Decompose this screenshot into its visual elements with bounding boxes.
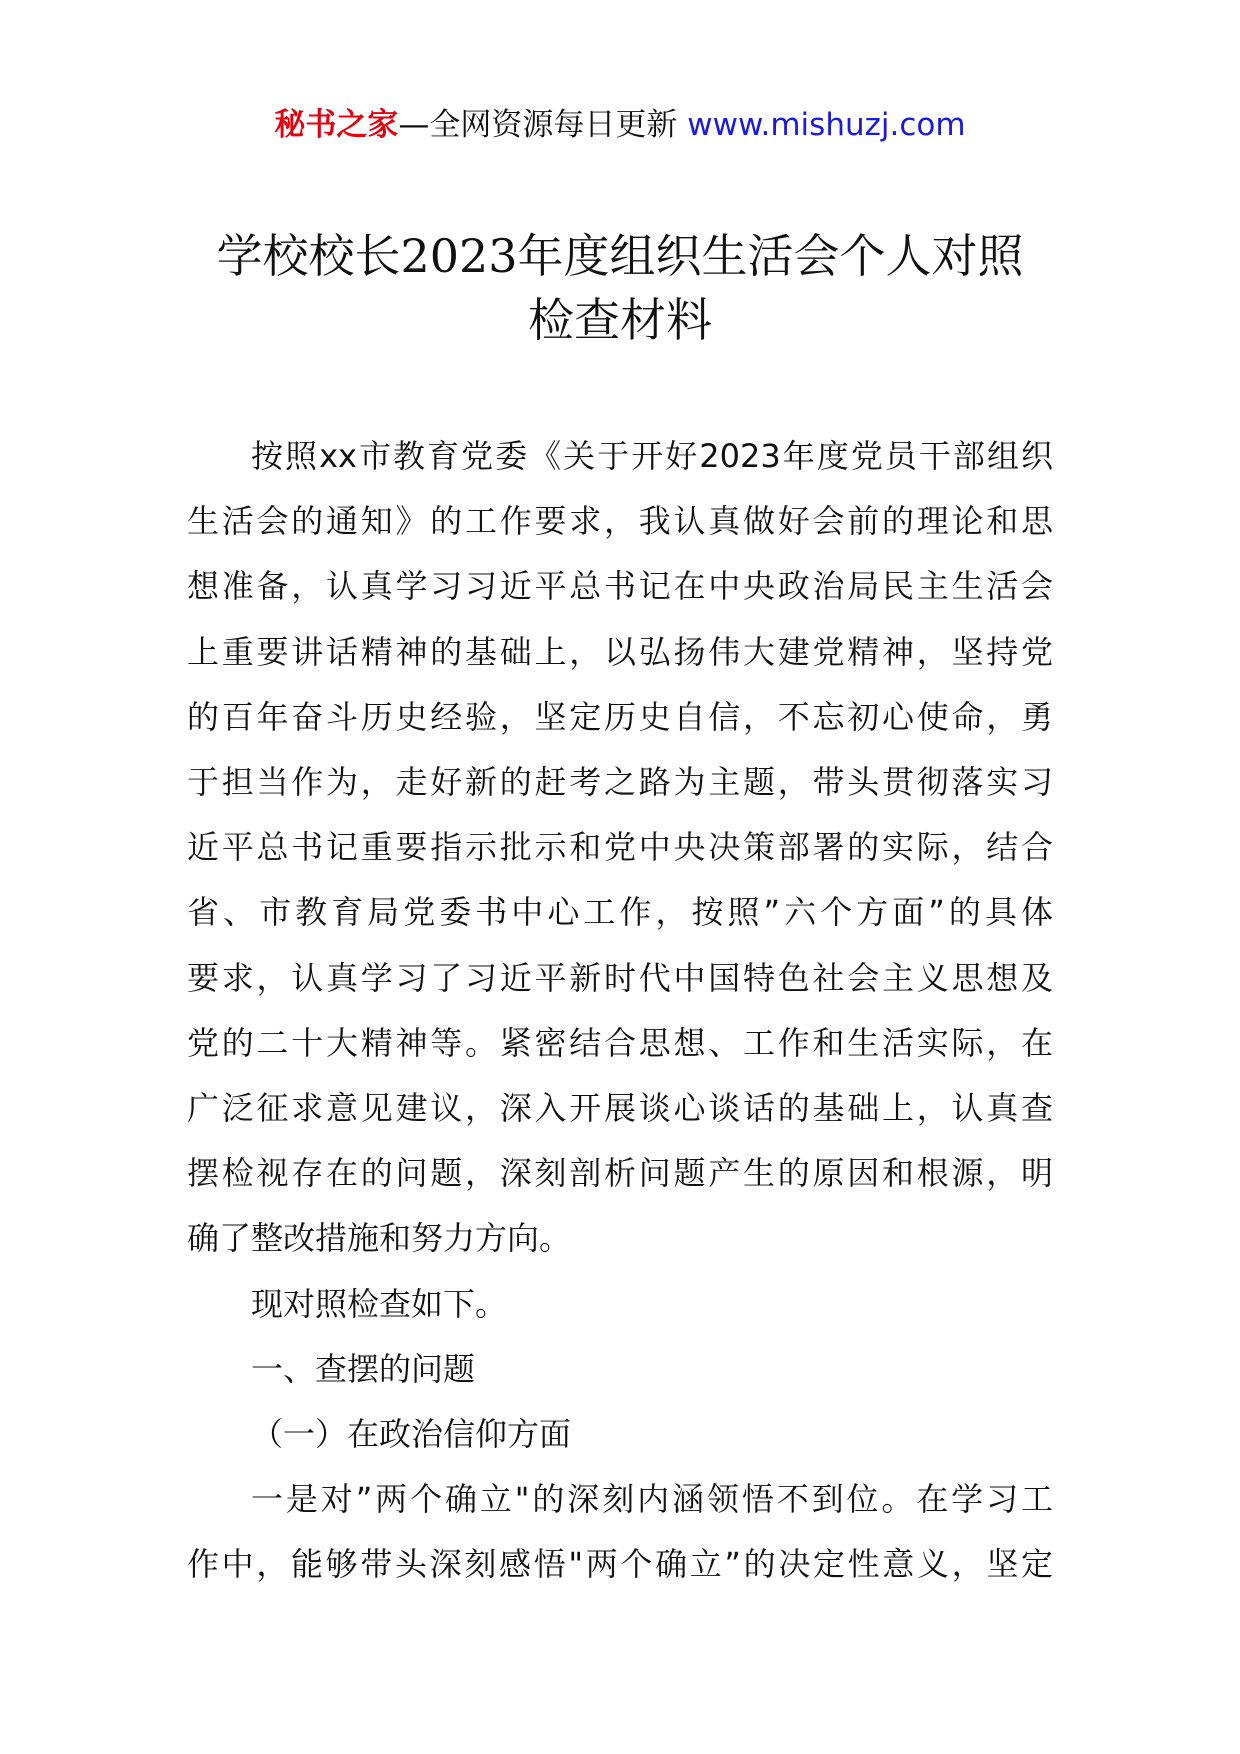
review-intro-text: 现对照检查如下。 <box>251 1284 508 1323</box>
paragraph-line: 省、市教育局党委书中心工作，按照”六个方面”的具体 <box>187 893 1053 932</box>
site-url-link[interactable]: www.mishuzj.com <box>687 107 966 143</box>
paragraph-line: 生活会的通知》的工作要求，我认真做好会前的理论和思 <box>187 502 1053 541</box>
paragraph-line: 摆检视存在的问题，深刻剖析问题产生的原因和根源，明 <box>187 1154 1053 1193</box>
point-one-paragraph <box>187 1467 1053 1597</box>
paragraph-line: 一是对”两个确立"的深刻内涵领悟不到位。在学习工 <box>251 1480 1053 1519</box>
document-title <box>150 224 1090 352</box>
header-slogan: —全网资源每日更新 <box>398 107 678 143</box>
paragraph-line: 近平总书记重要指示批示和党中央决策部署的实际，结合 <box>187 828 1053 867</box>
document-body <box>187 424 1053 1598</box>
paragraph-line: 广泛征求意见建议，深入开展谈心谈话的基础上，认真查 <box>187 1089 1053 1128</box>
paragraph-line: 上重要讲话精神的基础上，以弘扬伟大建党精神，坚持党 <box>187 632 1053 671</box>
subsection-heading-political-belief: （一）在政治信仰方面 <box>251 1415 572 1454</box>
title-line-1: 学校校长2023年度组织生活会个人对照 <box>216 229 1024 283</box>
paragraph-line: 的百年奋斗历史经验，坚定历史自信，不忘初心使命，勇 <box>187 697 1053 736</box>
paragraph-line: 想准备，认真学习习近平总书记在中央政治局民主生活会 <box>187 567 1053 606</box>
intro-paragraph <box>187 424 1053 1272</box>
paragraph-line: 党的二十大精神等。紧密结合思想、工作和生活实际，在 <box>187 1023 1053 1062</box>
paragraph-line: 确了整改措施和努力方向。 <box>187 1219 572 1258</box>
site-header <box>0 100 1240 150</box>
brand-name: 秘书之家 <box>274 107 399 143</box>
paragraph-line: 作中，能够带头深刻感悟"两个确立”的决定性意义，坚定 <box>187 1545 1053 1584</box>
section-heading-problems: 一、查摆的问题 <box>251 1349 476 1388</box>
paragraph-line: 于担当作为，走好新的赶考之路为主题，带头贯彻落实习 <box>187 763 1053 802</box>
paragraph-line: 要求，认真学习了习近平新时代中国特色社会主义思想及 <box>187 958 1053 997</box>
title-line-2: 检查材料 <box>528 293 712 347</box>
paragraph-line: 按照xx市教育党委《关于开好2023年度党员干部组织 <box>251 437 1053 475</box>
